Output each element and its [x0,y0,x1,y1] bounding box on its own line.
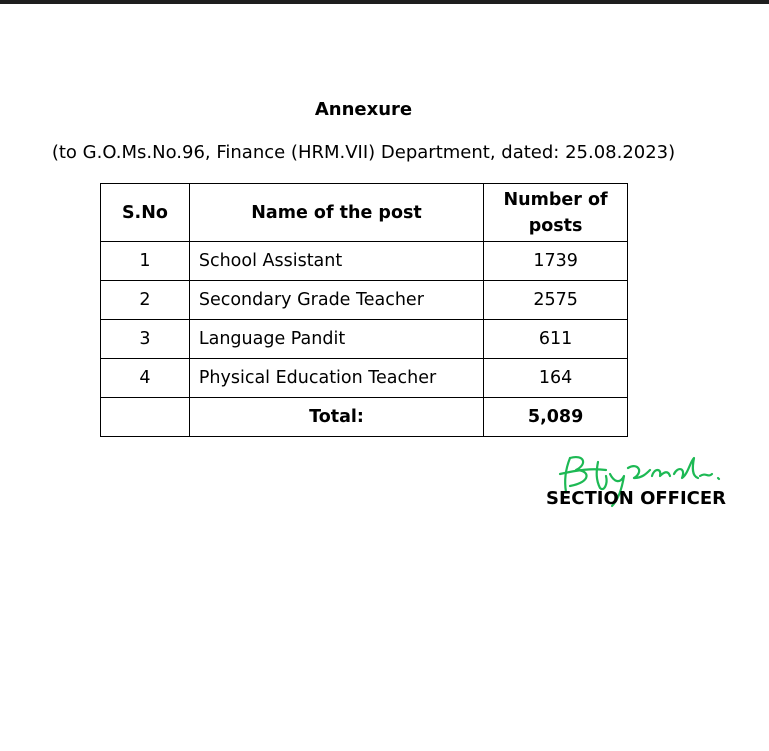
table-total-row [101,398,628,437]
column-header-post-name: Name of the post [189,184,483,242]
table-header-row [101,184,628,242]
section-officer-designation: SECTION OFFICER [546,488,727,509]
cell-post-name: Physical Education Teacher [189,359,483,398]
top-border [0,0,769,4]
posts-table [100,183,628,437]
cell-post-count: 1739 [484,242,628,281]
cell-post-name: Secondary Grade Teacher [189,281,483,320]
table-row [101,359,628,398]
table-row [101,281,628,320]
table-row [101,320,628,359]
table-row [101,242,628,281]
cell-post-name: School Assistant [189,242,483,281]
cell-sno: 4 [101,359,190,398]
cell-empty [101,398,190,437]
column-header-number-of-posts: Number of posts [484,184,628,242]
cell-post-count: 164 [484,359,628,398]
total-value: 5,089 [484,398,628,437]
cell-post-name: Language Pandit [189,320,483,359]
cell-sno: 1 [101,242,190,281]
cell-post-count: 611 [484,320,628,359]
page-subtitle: (to G.O.Ms.No.96, Finance (HRM.VII) Department, dated: 25.08.2023) [51,142,676,163]
cell-sno: 3 [101,320,190,359]
cell-sno: 2 [101,281,190,320]
total-label: Total: [189,398,483,437]
page-title: Annexure [314,99,413,120]
column-header-sno: S.No [101,184,190,242]
cell-post-count: 2575 [484,281,628,320]
